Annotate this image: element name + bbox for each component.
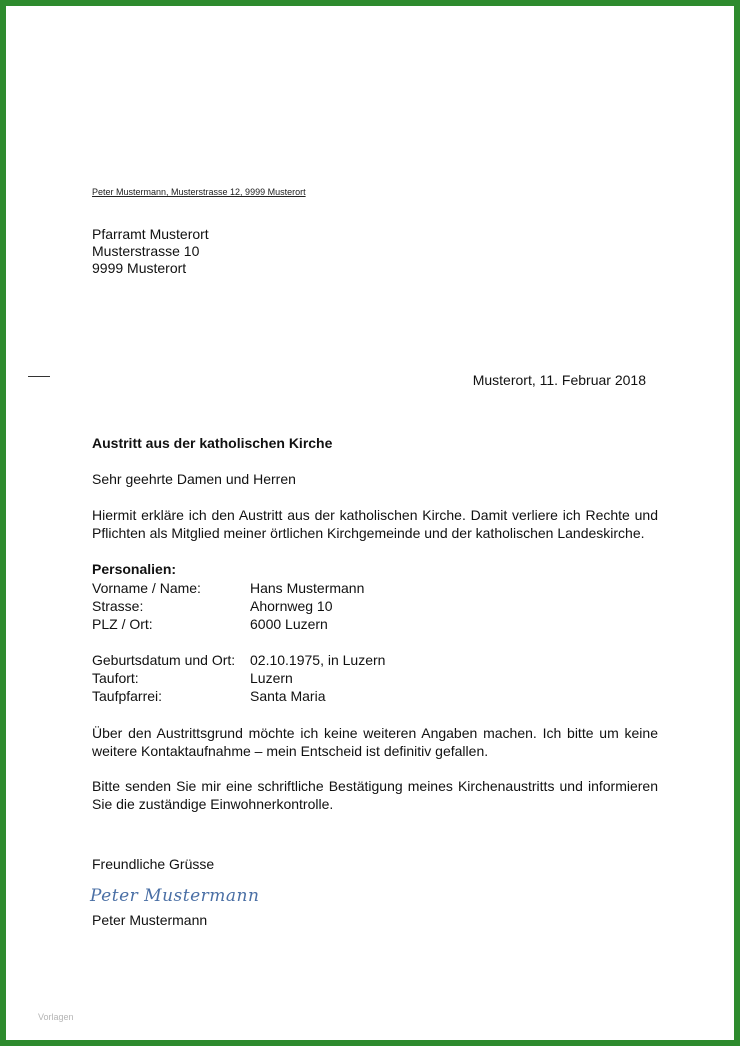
closing-phrase: Freundliche Grüsse [92,856,215,872]
personalien-value: Hans Mustermann [250,580,365,596]
recipient-line-1: Pfarramt Musterort [92,226,209,242]
paragraph-confirmation-request: Bitte senden Sie mir eine schriftliche Bestätigung meines Kirchenaustritts und informieren Sie die zuständige Einwohnerkontrolle. [92,778,658,812]
personalien-label: Strasse: [92,598,144,614]
personalien-label: Taufort: [92,670,139,686]
signer-name: Peter Mustermann [92,912,208,928]
watermark: Vorlagen [38,1012,74,1022]
personalien-row [92,687,325,705]
personalien-value: 02.10.1975, in Luzern [250,652,386,668]
personalien-value: Ahornweg 10 [250,598,333,614]
personalien-label: PLZ / Ort: [92,616,153,632]
sender-return-address: Peter Mustermann, Musterstrasse 12, 9999 Musterort [92,187,306,197]
paragraph-reason: Über den Austrittsgrund möchte ich keine weiteren Angaben machen. Ich bitte um keine weitere Kontaktaufnahme – mein Entscheid ist definitiv gefallen. [92,725,658,759]
personalien-row [92,651,385,669]
personalien-row [92,597,333,615]
personalien-row [92,579,364,597]
paragraph-intro: Hiermit erkläre ich den Austritt aus der katholischen Kirche. Damit verliere ich Rechte und Pflichten als Mitglied meiner örtlichen Kirchgemeinde und der katholischen Landeskirche. [92,507,658,541]
personalien-value: 6000 Luzern [250,616,328,632]
personalien-row [92,615,328,633]
personalien-label: Geburtsdatum und Ort: [92,652,236,668]
personalien-value: Luzern [250,670,293,686]
personalien-row [92,669,293,687]
letter-date: Musterort, 11. Februar 2018 [472,372,646,388]
salutation: Sehr geehrte Damen und Herren [92,471,296,487]
fold-mark [28,376,50,377]
recipient-line-2: Musterstrasse 10 [92,243,200,259]
recipient-address [92,226,209,277]
personalien-value: Santa Maria [250,688,326,704]
personalien-label: Vorname / Name: [92,580,201,596]
recipient-line-3: 9999 Musterort [92,260,187,276]
handwritten-signature: Peter Mustermann [90,886,260,906]
personalien-label: Taufpfarrei: [92,688,163,704]
personalien-heading: Personalien: [92,561,177,577]
letter-subject: Austritt aus der katholischen Kirche [92,435,333,451]
